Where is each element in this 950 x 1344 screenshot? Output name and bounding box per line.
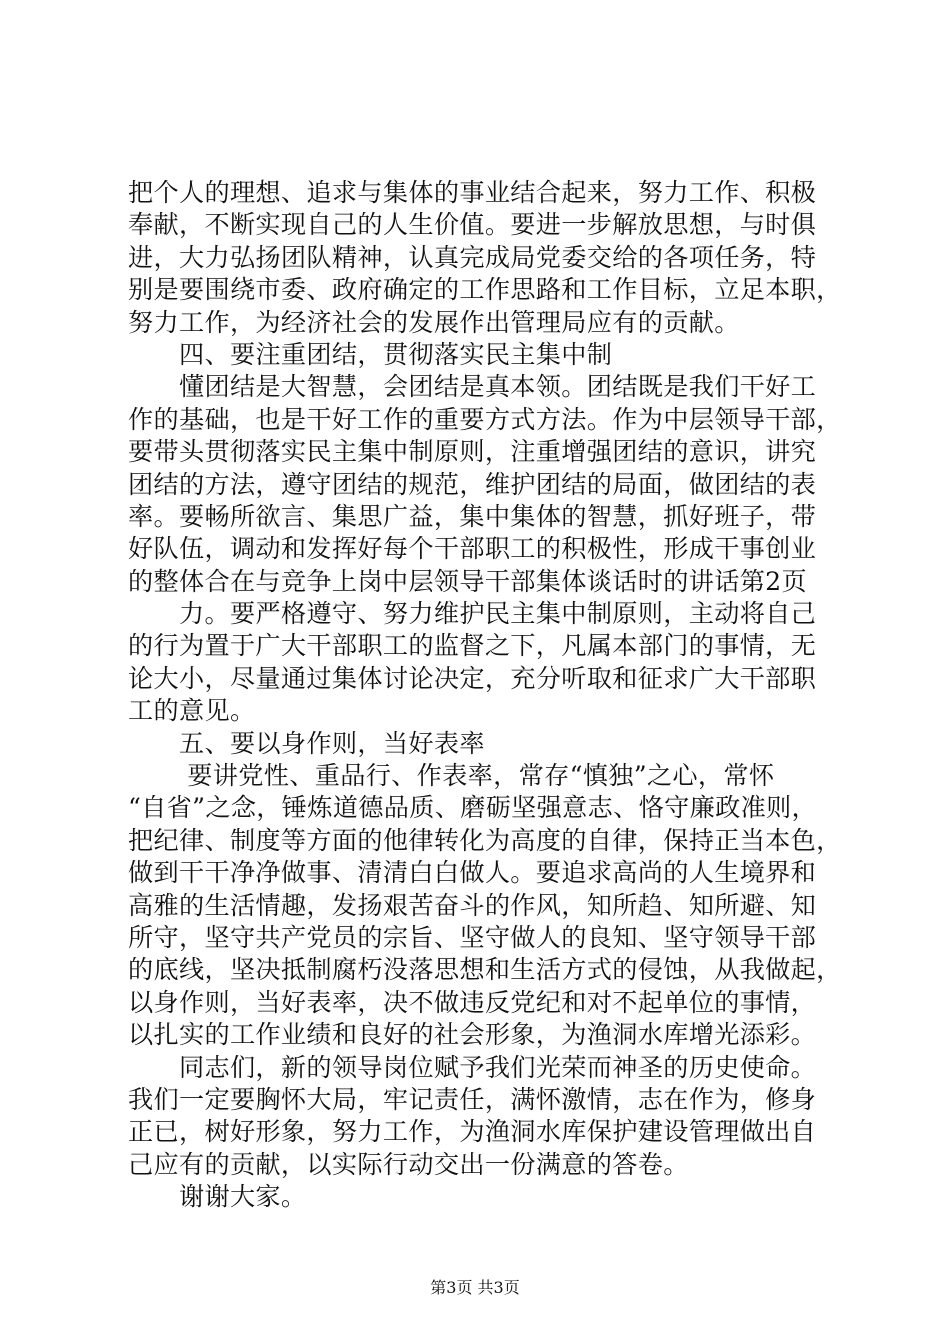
section-heading-4: 四、要注重团结，贯彻落实民主集中制 — [128, 339, 613, 369]
text-line: 要带头贯彻落实民主集中制原则，注重增强团结的意识，讲究 — [128, 437, 817, 467]
text-line: 以身作则，当好表率，决不做违反党纪和对不起单位的事情， — [128, 987, 817, 1017]
document-body — [128, 177, 848, 1214]
text-line: 同志们，新的领导岗位赋予我们光荣而神圣的历史使命。 — [128, 1052, 817, 1082]
text-line: 把个人的理想、追求与集体的事业结合起来，努力工作、积极 — [128, 178, 817, 207]
text-line: 工的意见。 — [128, 696, 256, 726]
text-line: 奉献，不断实现自己的人生价值。要进一步解放思想，与时俱 — [128, 210, 817, 240]
text-line: 高雅的生活情趣，发扬艰苦奋斗的作风，知所趋、知所避、知 — [128, 890, 817, 920]
text-line: 懂团结是大智慧，会团结是真本领。团结既是我们干好工 — [128, 372, 817, 402]
section-heading-5: 五、要以身作则，当好表率 — [128, 728, 485, 758]
text-line: 所守，坚守共产党员的宗旨、坚守做人的良知、坚守领导干部 — [128, 922, 817, 952]
text-line: 率。要畅所欲言、集思广益，集中集体的智慧，抓好班子，带 — [128, 501, 817, 531]
text-line: 以扎实的工作业绩和良好的社会形象，为渔洞水库增光添彩。 — [128, 1020, 817, 1050]
text-line: 己应有的贡献，以实际行动交出一份满意的答卷。 — [128, 1149, 689, 1179]
text-line: 努力工作，为经济社会的发展作出管理局应有的贡献。 — [128, 307, 740, 337]
text-line: 作的基础，也是干好工作的重要方式方法。作为中层领导干部， — [128, 404, 842, 434]
text-line: 论大小，尽量通过集体讨论决定，充分听取和征求广大干部职 — [128, 663, 817, 693]
text-line: 做到干干净净做事、清清白白做人。要追求高尚的人生境界和 — [128, 858, 817, 888]
text-line: 别是要围绕市委、政府确定的工作思路和工作目标，立足本职， — [128, 275, 842, 305]
text-line: 的行为置于广大干部职工的监督之下，凡属本部门的事情，无 — [128, 631, 817, 661]
text-line: 团结的方法，遵守团结的规范，维护团结的局面，做团结的表 — [128, 469, 817, 499]
page-number-footer: 第3页 共3页 — [430, 1278, 520, 1297]
text-line: 的整体合在与竞争上岗中层领导干部集体谈话时的讲话第2页 — [128, 566, 807, 596]
text-line: 把纪律、制度等方面的他律转化为高度的自律，保持正当本色， — [128, 825, 842, 855]
text-line: 我们一定要胸怀大局，牢记责任，满怀激情，志在作为，修身 — [128, 1084, 817, 1114]
text-line: 进，大力弘扬团队精神，认真完成局党委交给的各项任务，特 — [128, 242, 817, 272]
text-line: 正已，树好形象，努力工作，为渔洞水库保护建设管理做出自 — [128, 1117, 817, 1147]
text-line: 好队伍，调动和发挥好每个干部职工的积极性，形成干事创业 — [128, 534, 817, 564]
closing-line: 谢谢大家。 — [128, 1182, 307, 1212]
text-line: 要讲党性、重品行、作表率，常存“慎独”之心，常怀 — [128, 761, 775, 791]
text-line: “自省”之念，锤炼道德品质、磨砺坚强意志、恪守廉政准则， — [128, 793, 818, 823]
text-line: 的底线，坚决抵制腐朽没落思想和生活方式的侵蚀，从我做起， — [128, 955, 842, 985]
text-line: 力。要严格遵守、努力维护民主集中制原则，主动将自己 — [128, 599, 817, 629]
